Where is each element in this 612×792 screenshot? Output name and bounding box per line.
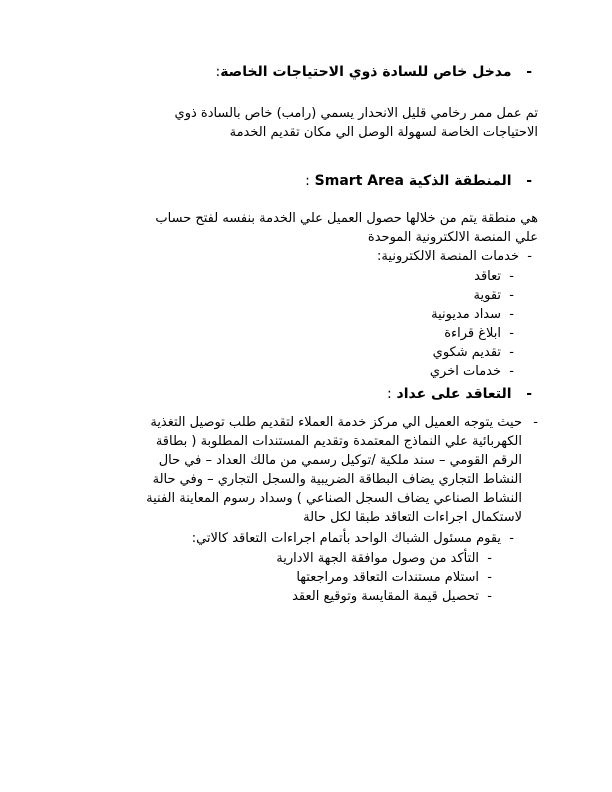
meter-contract-text bbox=[76, 413, 522, 527]
paragraph-line: الاحتياجات الخاصة لسهولة الوصل الي مكان تقديم الخدمة bbox=[229, 125, 538, 140]
heading-colon: : bbox=[215, 64, 221, 80]
special-needs-heading bbox=[215, 64, 532, 80]
smart-area-paragraph bbox=[78, 209, 538, 247]
list-dash: - bbox=[509, 531, 514, 546]
heading-dash: - bbox=[526, 64, 532, 80]
heading-colon: : bbox=[305, 173, 310, 189]
meter-contract-heading bbox=[387, 386, 532, 402]
paragraph-line: الكهربائية علي النماذج المعتمدة وتقديم المستندات المطلوبة ( بطاقة bbox=[155, 434, 522, 449]
list-dash: - bbox=[527, 249, 532, 264]
list-item: - تحصيل قيمة المقايسة وتوقيع العقد bbox=[292, 589, 492, 604]
heading-colon: : bbox=[386, 386, 392, 402]
list-item: - تعاقد bbox=[474, 269, 514, 284]
smart-area-heading bbox=[305, 173, 532, 189]
meter-contract-title: التعاقد على عداد bbox=[396, 386, 512, 402]
heading-dash: - bbox=[526, 173, 532, 189]
list-dash: - bbox=[533, 415, 538, 430]
smart-area-title-en: Smart Area bbox=[314, 173, 404, 189]
list-item: - استلام مستندات التعاقد ومراجعتها bbox=[296, 570, 492, 585]
list-item: - ابلاغ قراءة bbox=[444, 326, 514, 341]
window-heading-text: يقوم مسئول الشباك الواحد بأتمام اجراءات التعاقد كالاتي: bbox=[191, 531, 502, 546]
list-item: - سداد مديونية bbox=[431, 307, 514, 322]
list-item: - التأكد من وصول موافقة الجهة الادارية bbox=[276, 551, 492, 566]
services-list bbox=[430, 267, 514, 381]
special-needs-paragraph bbox=[78, 104, 538, 142]
paragraph-line: لاستكمال اجراءات التعاقد طبقا لكل حالة bbox=[303, 510, 522, 525]
paragraph-line: علي المنصة الالكترونية الموحدة bbox=[367, 230, 538, 245]
paragraph-line: هي منطقة يتم من خلالها حصول العميل علي الخدمة بنفسه لفتح حساب bbox=[155, 211, 538, 226]
paragraph-line: تم عمل ممر رخامي قليل الانحدار يسمي (رامب) خاص بالسادة ذوي bbox=[174, 106, 538, 121]
services-heading-text: خدمات المنصة الالكترونية: bbox=[377, 249, 520, 264]
paragraph-line: الرقم القومي – سند ملكية /توكيل رسمي من مالك العداد – في حال bbox=[158, 453, 522, 468]
special-needs-title: مدخل خاص للسادة ذوي الاحتياجات الخاصة bbox=[220, 64, 512, 80]
meter-contract-paragraph bbox=[76, 413, 538, 527]
services-heading bbox=[377, 247, 532, 266]
window-heading bbox=[192, 529, 514, 548]
window-steps-list bbox=[276, 549, 492, 606]
list-item: - خدمات اخري bbox=[429, 364, 514, 379]
list-item: - تقوية bbox=[473, 288, 514, 303]
heading-dash: - bbox=[526, 386, 532, 402]
paragraph-line: النشاط التجاري يضاف البطاقة الضريبية والسجل التجاري – وفي حالة bbox=[152, 472, 522, 487]
list-item: - تقديم شكوي bbox=[432, 345, 514, 360]
smart-area-title-ar: المنطقة الذكية bbox=[408, 173, 512, 189]
paragraph-line: حيث يتوجه العميل الي مركز خدمة العملاء لتقديم طلب توصيل التغذية bbox=[150, 415, 522, 430]
paragraph-line: النشاط الصناعي يضاف السجل الصناعي ) وسداد رسوم المعاينة الفنية bbox=[146, 491, 522, 506]
